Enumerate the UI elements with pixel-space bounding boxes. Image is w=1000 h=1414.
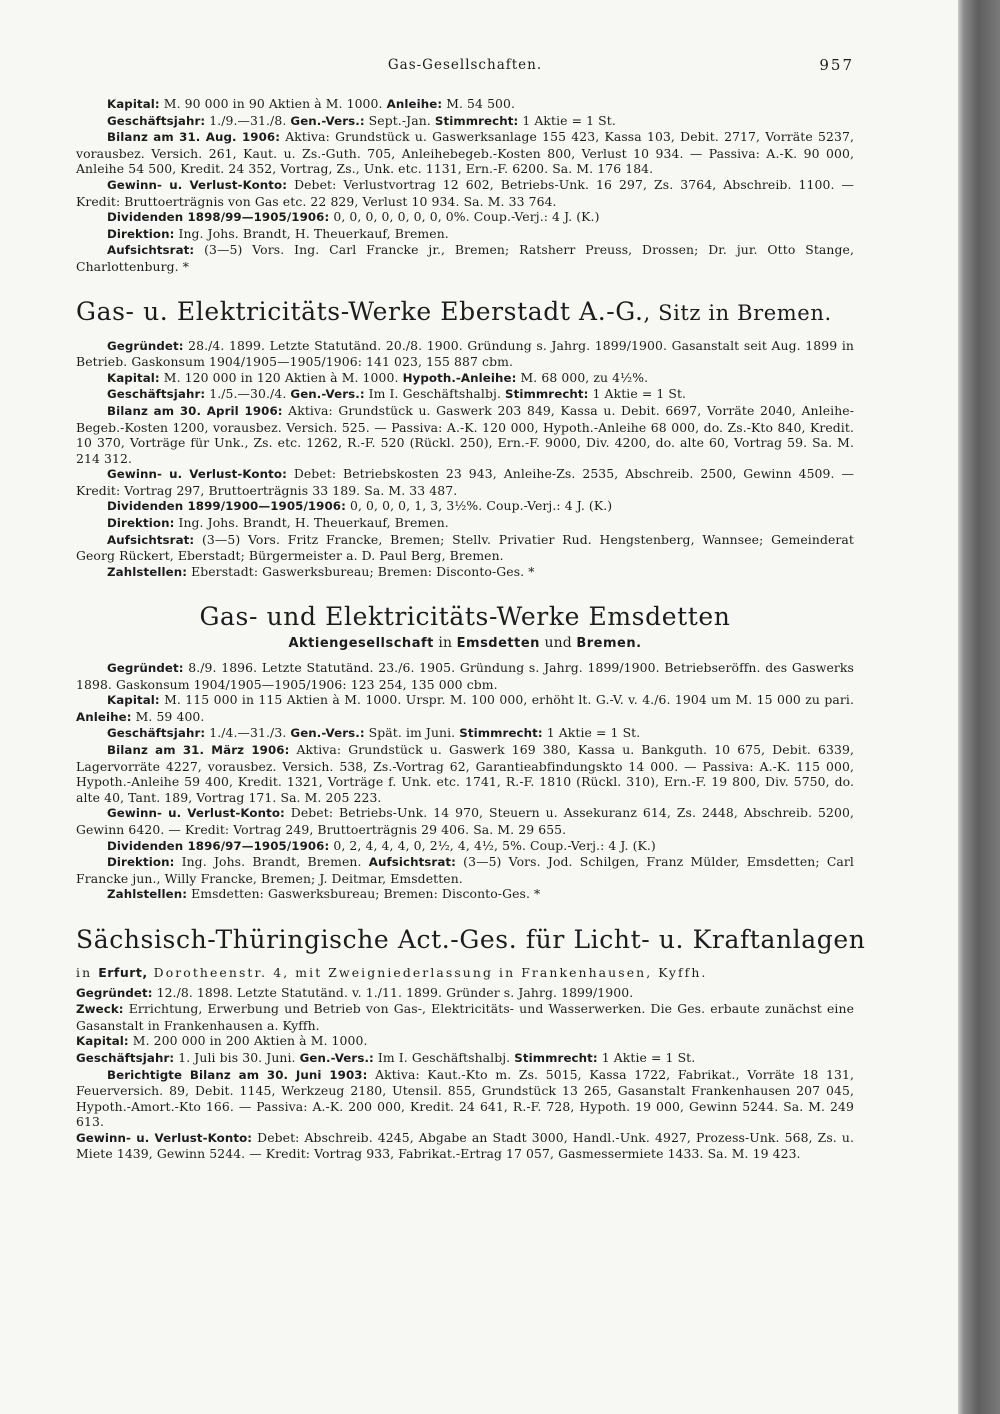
entry-paragraph: Bilanz am 31. Aug. 1906: Aktiva: Grundstück u. Gaswerksanlage 155 423, Kassa 103, Debit. 2717, Vorräte 5237, vorausbez. Versich. 261, Kaut. u. Zs.-Guth. 705, Anleihebegeb.-Kosten 800, Verlust 10 934. — Passiva: A.-K. 90 000, Anleihe 54 500, Kredit. 24 352, Vortrag, Zs., Unk. etc. 1131, Ern.-F. 6200. Sa. M. 176 184. bbox=[76, 129, 854, 177]
entry-paragraph: Dividenden 1898/99—1905/1906: 0, 0, 0, 0, 0, 0, 0, 0%. Coup.-Verj.: 4 J. (K.) bbox=[107, 209, 600, 225]
entry-paragraph: Gewinn- u. Verlust-Konto: Debet: Betriebs-Unk. 14 970, Steuern u. Assekuranz 614, Zs. 2448, Abschreib. 5200, Gewinn 6420. — Kredit: Vortrag 249, Bruttoerträgnis 29 406. Sa. M. 29 655. bbox=[76, 805, 854, 837]
entry-paragraph: Kapital: M. 120 000 in 120 Aktien à M. 1000. Hypoth.-Anleihe: M. 68 000, zu 4½%. bbox=[107, 369, 649, 385]
entry-emsdetten bbox=[76, 602, 854, 903]
entry-paragraph: Aufsichtsrat: (3—5) Vors. Ing. Carl Francke jr., Bremen; Ratsherr Preuss, Drossen; Dr. jur. Otto Stange, Charlottenburg. * bbox=[76, 242, 854, 274]
entry-paragraph: Bilanz am 30. April 1906: Aktiva: Grundstück u. Gaswerk 203 849, Kassa u. Debit. 6697, Vorräte 2040, Anleihe-Begeb.-Kosten 1200, vorausbez. Versich. 525. — Passiva: A.-K. 120 000, Hypoth.-Anleihe 68 000, do. Zs.-Kto 840, Kredit. 10 370, Vorträge für Unk., Zs. etc. 1262, R.-F. 520 (Rückl. 250), Ern.-F. 9000, Div. 4200, do. alte 60, Vortrag 59. Sa. M. 214 312. bbox=[76, 402, 854, 466]
entry-paragraph: Dividenden 1896/97—1905/1906: 0, 2, 4, 4, 4, 0, 2½, 4, 4½, 5%. Coup.-Verj.: 4 J. (K.) bbox=[107, 837, 656, 853]
running-head-title: Gas-Gesellschaften. bbox=[387, 57, 543, 73]
entry-title: Gas- und Elektricitäts-Werke Emsdetten bbox=[199, 602, 731, 632]
entry-paragraph: Gegründet: 28./4. 1899. Letzte Statutänd. 20./8. 1900. Gründung s. Jahrg. 1899/1900. Gasanstalt seit Aug. 1899 in Betrieb. Gaskonsum 1904/1905—1905/1906: 141 023, 155 887 cbm. bbox=[76, 337, 854, 370]
entry-subtitle: Aktiengesellschaft in Emsdetten und Bremen. bbox=[288, 635, 642, 652]
entry-paragraph: Direktion: Ing. Johs. Brandt, H. Theuerkauf, Bremen. bbox=[107, 225, 449, 241]
running-header bbox=[76, 58, 854, 84]
entry-paragraph: Bilanz am 31. März 1906: Aktiva: Grundstück u. Gaswerk 169 380, Kassa u. Bankguth. 10 675, Debit. 6339, Lagervorräte 4227, vorausbez. Versich. 538, Zs.-Vortrag 62, Garantieabfindungskto 14 000. — Passiva: A.-K. 115 000, Hypoth.-Anleihe 59 400, Kredit. 1321, Vorträge f. Unk. etc. 1741, R.-F. 1810 (Rückl. 310), Ern.-F. 19 800, Div. 5750, do. alte 40, Tant. 189, Vortrag 171. Sa. M. 205 223. bbox=[76, 742, 855, 805]
entry-paragraph: Zahlstellen: Eberstadt: Gaswerksbureau; Bremen: Disconto-Ges. * bbox=[107, 563, 535, 579]
entry-paragraph: Aufsichtsrat: (3—5) Vors. Fritz Francke, Bremen; Stellv. Privatier Rud. Hengstenberg, Wannsee; Gemeinderat Georg Rückert, Eberstadt; Bürgermeister a. D. Paul Berg, Bremen. bbox=[76, 531, 854, 564]
entry-paragraph: Zahlstellen: Emsdetten: Gaswerksbureau; Bremen: Disconto-Ges. * bbox=[107, 886, 541, 902]
entry-title: Gas- u. Elektricitäts-Werke Eberstadt A.-G., Sitz in Bremen. bbox=[76, 296, 832, 326]
entry-paragraph: Geschäftsjahr: 1. Juli bis 30. Juni. Gen.-Vers.: Im I. Geschäftshalbj. Stimmrecht: 1 Aktie = 1 St. bbox=[76, 1049, 696, 1065]
entry-location: in Erfurt, Dorotheenstr. 4, mit Zweigniederlassung in Frankenhausen, Kyffh. bbox=[76, 964, 708, 980]
entry-paragraph: Berichtigte Bilanz am 30. Juni 1903: Aktiva: Kaut.-Kto m. Zs. 5015, Kassa 1722, Fabrikat., Vorräte 18 131, Feuerversich. 89, Debit. 1145, Werkzeug 2180, Utensil. 855, Grundstück 13 265, Gasanstalt Frankenhausen 207 045, Hypoth.-Amort.-Kto 166. — Passiva: A.-K. 200 000, Kredit. 24 641, R.-F. 728, Hypoth. 19 000, Gewinn 5244. Sa. M. 249 613. bbox=[76, 1066, 854, 1130]
entry-paragraph: Kapital: M. 200 000 in 200 Aktien à M. 1000. bbox=[76, 1033, 368, 1049]
entry-paragraph: Kapital: M. 90 000 in 90 Aktien à M. 1000. Anleihe: M. 54 500. bbox=[107, 96, 516, 111]
entry-paragraph: Direktion: Ing. Johs. Brandt, Bremen. Aufsichtsrat: (3—5) Vors. Jod. Schilgen, Franz Mülder, Emsdetten; Carl Francke jun., Willy Francke, Bremen; J. Deitmar, Emsdetten. bbox=[76, 854, 854, 886]
entry-paragraph: Direktion: Ing. Johs. Brandt, H. Theuerkauf, Bremen. bbox=[107, 515, 449, 531]
entry-paragraph: Dividenden 1899/1900—1905/1906: 0, 0, 0, 0, 1, 3, 3½%. Coup.-Verj.: 4 J. (K.) bbox=[107, 498, 613, 514]
entry-paragraph: Kapital: M. 115 000 in 115 Aktien à M. 1000. Urspr. M. 100 000, erhöht lt. G.-V. v. 4./6. 1904 um M. 15 000 zu pari. Anleihe: M. 59 400. bbox=[76, 692, 854, 724]
entry-paragraph: Zweck: Errichtung, Erwerbung und Betrieb von Gas-, Elektricitäts- und Wasserwerken. Die Ges. erbaute zunächst eine Gasanstalt in Frankenhausen a. Kyffh. bbox=[76, 1001, 854, 1033]
entry-paragraph: Geschäftsjahr: 1./5.—30./4. Gen.-Vers.: Im I. Geschäftshalbj. Stimmrecht: 1 Aktie = 1 St. bbox=[107, 386, 687, 402]
entry-title: Sächsisch-Thüringische Act.-Ges. für Licht- u. Kraftanlagen bbox=[76, 924, 866, 954]
book-spine-edge bbox=[958, 0, 1000, 1414]
page-number: 957 bbox=[819, 56, 854, 74]
entry-continued bbox=[76, 96, 854, 275]
entry-paragraph: Geschäftsjahr: 1./9.—31./8. Gen.-Vers.: Sept.-Jan. Stimmrecht: 1 Aktie = 1 St. bbox=[107, 112, 616, 128]
entry-paragraph: Gewinn- u. Verlust-Konto: Debet: Betriebskosten 23 943, Anleihe-Zs. 2535, Abschreib. 2500, Gewinn 4509. — Kredit: Vortrag 297, Bruttoerträgnis 33 189. Sa. M. 33 487. bbox=[76, 466, 854, 498]
entry-paragraph: Gegründet: 8./9. 1896. Letzte Statutänd. 23./6. 1905. Gründung s. Jahrg. 1899/1900. Betriebseröffn. des Gaswerks 1898. Gaskonsum 1904/1905—1905/1906: 123 254, 135 000 cbm. bbox=[76, 660, 854, 692]
entry-paragraph: Gewinn- u. Verlust-Konto: Debet: Verlustvortrag 12 602, Betriebs-Unk. 16 297, Zs. 3764, Abschreib. 1100. — Kredit: Bruttoerträgnis von Gas etc. 22 829, Verlust 10 934. Sa. M. 33 764. bbox=[76, 176, 854, 209]
entry-paragraph: Gewinn- u. Verlust-Konto: Debet: Abschreib. 4245, Abgabe an Stadt 3000, Handl.-Unk. 4927, Prozess-Unk. 568, Zs. u. Miete 1439, Gewinn 5244. — Kredit: Vortrag 933, Fabrikat.-Ertrag 17 057, Gasmessermiete 1433. Sa. M. 19 423. bbox=[76, 1129, 854, 1162]
page-content bbox=[76, 56, 866, 1162]
entry-saechsisch-thueringische bbox=[76, 924, 866, 1162]
entry-eberstadt bbox=[76, 297, 854, 581]
entry-paragraph: Gegründet: 12./8. 1898. Letzte Statutänd. v. 1./11. 1899. Gründer s. Jahrg. 1899/1900. bbox=[76, 984, 634, 1000]
entry-paragraph: Geschäftsjahr: 1./4.—31./3. Gen.-Vers.: Spät. im Juni. Stimmrecht: 1 Aktie = 1 St. bbox=[107, 725, 641, 741]
